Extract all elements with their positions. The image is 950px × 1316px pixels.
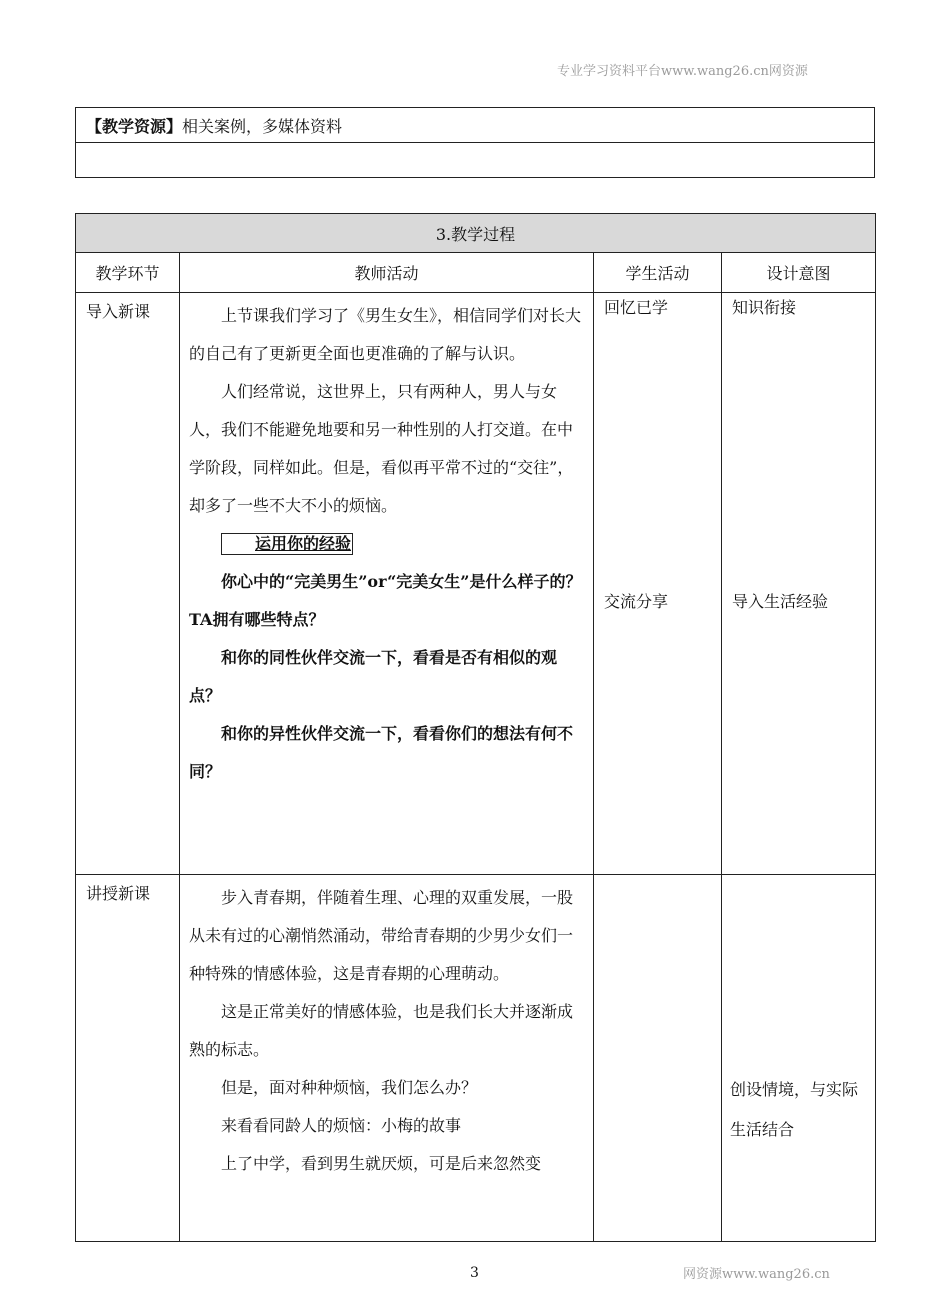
teacher-activity-intro bbox=[180, 293, 594, 875]
teacher-activity-new-lesson bbox=[180, 875, 594, 1242]
resources-label: 【教学资源】 bbox=[86, 116, 183, 136]
student-activity-intro bbox=[594, 293, 722, 875]
table-row-new-lesson bbox=[76, 875, 876, 1242]
intro-question-1: 你心中的“完美男生”or“完美女生”是什么样子的？TA拥有哪些特点？ bbox=[189, 572, 582, 629]
resources-value: 相关案例，多媒体资料 bbox=[182, 116, 343, 136]
student-activity-share: 交流分享 bbox=[604, 592, 669, 611]
design-intent-intro bbox=[722, 293, 876, 875]
column-header-teacher: 教师活动 bbox=[180, 253, 594, 293]
footer-watermark: 网资源www.wang26.cn bbox=[683, 1267, 830, 1282]
activity-title: 运用你的经验 bbox=[221, 533, 353, 555]
table-row-intro bbox=[76, 293, 876, 875]
intro-question-3: 和你的异性伙伴交流一下，看看你们的想法有何不同？ bbox=[189, 724, 574, 781]
design-intent-new-lesson bbox=[722, 875, 876, 1242]
page-number: 3 bbox=[470, 1265, 479, 1281]
resources-empty-cell bbox=[76, 143, 875, 178]
new-paragraph-2: 这是正常美好的情感体验，也是我们长大并逐渐成熟的标志。 bbox=[189, 1002, 574, 1059]
process-title: 3.教学过程 bbox=[76, 214, 876, 253]
student-activity-new-lesson bbox=[594, 875, 722, 1242]
resources-cell bbox=[76, 108, 875, 143]
column-header-student: 学生活动 bbox=[594, 253, 722, 293]
intro-paragraph-1: 上节课我们学习了《男生女生》，相信同学们对长大的自己有了更新更全面也更准确的了解与认识。 bbox=[189, 306, 582, 363]
new-paragraph-1: 步入青春期，伴随着生理、心理的双重发展，一股从未有过的心潮悄然涌动，带给青春期的少男少女们一种特殊的情感体验，这是青春期的心理萌动。 bbox=[189, 888, 574, 983]
header-watermark: 专业学习资料平台www.wang26.cn网资源 bbox=[557, 64, 808, 79]
new-paragraph-3: 但是，面对种种烦恼，我们怎么办？ bbox=[221, 1078, 478, 1097]
design-intent-life-experience: 导入生活经验 bbox=[732, 592, 829, 611]
resources-table bbox=[75, 107, 875, 178]
student-activity-recall: 回忆已学 bbox=[604, 298, 669, 317]
column-header-intent: 设计意图 bbox=[722, 253, 876, 293]
column-header-section: 教学环节 bbox=[76, 253, 180, 293]
section-new-lesson: 讲授新课 bbox=[76, 875, 180, 1242]
intro-question-2: 和你的同性伙伴交流一下，看看是否有相似的观点？ bbox=[189, 648, 558, 705]
new-paragraph-4: 来看看同龄人的烦恼：小梅的故事 bbox=[221, 1116, 462, 1135]
intro-paragraph-2: 人们经常说，这世界上，只有两种人，男人与女人，我们不能避免地要和另一种性别的人打交道。在中学阶段，同样如此。但是，看似再平常不过的“交往”，却多了一些不大不小的烦恼。 bbox=[189, 382, 574, 515]
new-paragraph-5: 上了中学，看到男生就厌烦，可是后来忽然变 bbox=[221, 1154, 542, 1173]
design-intent-situation: 创设情境，与实际生活结合 bbox=[730, 1080, 859, 1139]
section-intro: 导入新课 bbox=[76, 293, 180, 875]
design-intent-connect: 知识衔接 bbox=[732, 298, 797, 317]
